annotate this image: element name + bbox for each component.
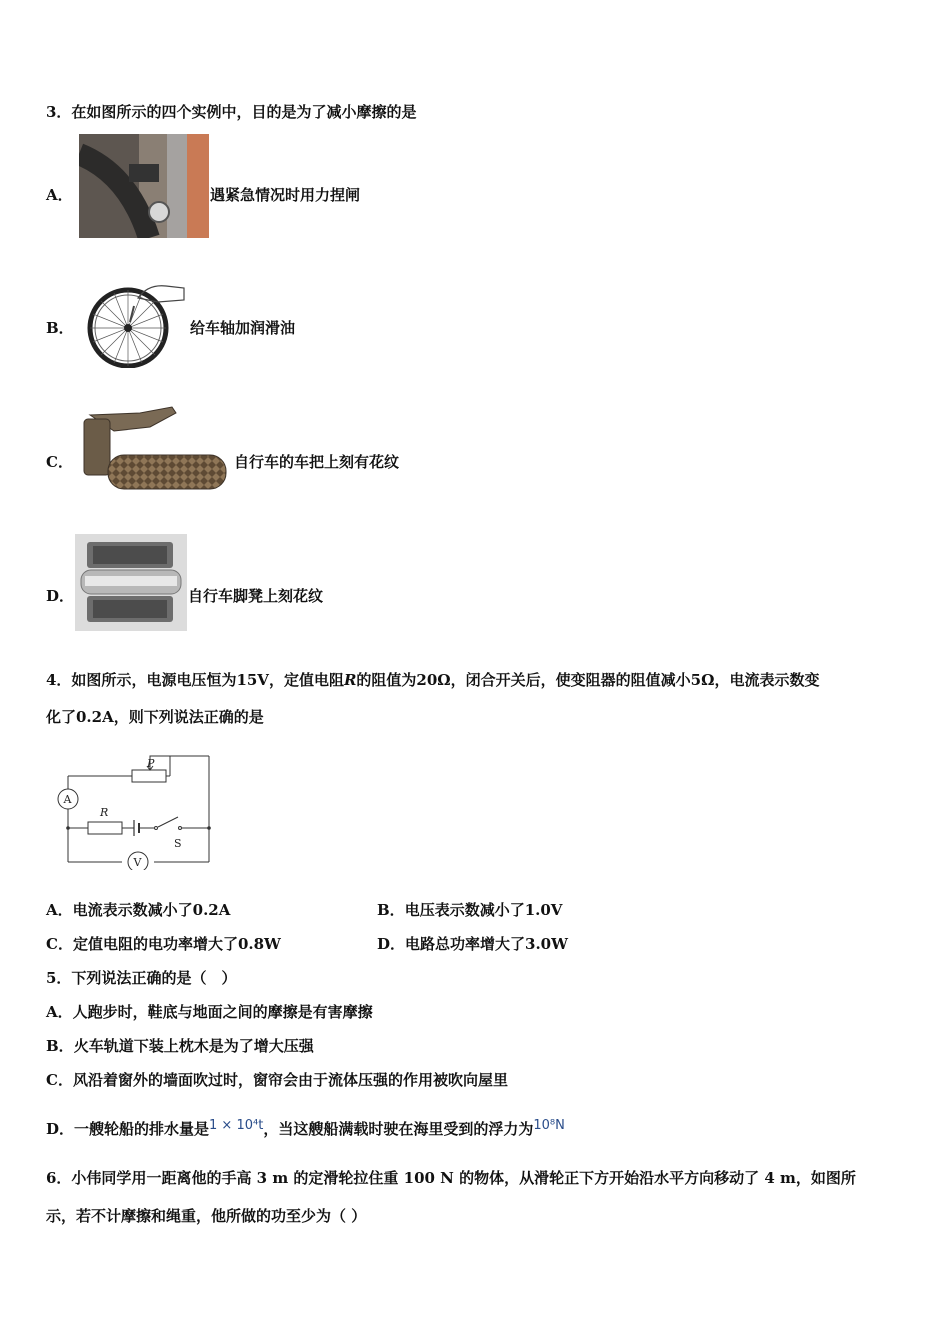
displacement-formula: 1 × 10⁴t — [209, 1118, 264, 1133]
q3-option-b-text: 给车轴加润滑油 — [190, 319, 296, 337]
voltmeter-label: V — [133, 856, 142, 869]
q3-option-b-label: B． — [46, 319, 74, 337]
buoyancy-formula: 10⁸N — [533, 1118, 565, 1133]
q4-option-d: D．电路总功率增大了3.0W — [377, 935, 568, 953]
rheostat-slider-label: P — [147, 757, 155, 770]
question-4-stem-line1: 4．如图所示，电源电压恒为15V，定值电阻R的阻值为20Ω，闭合开关后，使变阻器的阻值减小5Ω，电流表示数变 — [46, 671, 820, 689]
q4-option-b: B．电压表示数减小了1.0V — [377, 901, 563, 919]
bicycle-pedal-image — [75, 534, 187, 631]
q5-option-a: A．人跑步时，鞋底与地面之间的摩擦是有害摩擦 — [46, 1003, 373, 1021]
brake-photo — [79, 134, 209, 238]
q3-option-a-text: 遇紧急情况时用力捏闸 — [210, 186, 361, 204]
question-3-stem: 3．在如图所示的四个实例中，目的是为了减小摩擦的是 — [46, 103, 417, 121]
switch-label: S — [174, 837, 182, 850]
q3-option-c-label: C． — [46, 453, 73, 471]
bicycle-handlebar-grip-image — [80, 405, 228, 495]
q3-option-d-label: D． — [46, 587, 75, 605]
question-6-stem-line1: 6．小伟同学用一距离他的手高 3 m 的定滑轮拉住重 100 N 的物体，从滑轮正下方开始沿水平方向移动了 4 m，如图所 — [46, 1169, 856, 1187]
question-5-stem: 5．下列说法正确的是（ ） — [46, 969, 237, 987]
q5-option-c: C．风沿着窗外的墙面吹过时，窗帘会由于流体压强的作用被吹向屋里 — [46, 1071, 508, 1089]
q3-option-a-label: A． — [46, 186, 73, 204]
q4-option-c: C．定值电阻的电功率增大了0.8W — [46, 935, 281, 953]
q5-option-d: D．一艘轮船的排水量是1 × 10⁴t，当这艘船满载时驶在海里受到的浮力为10⁸N — [46, 1118, 565, 1138]
q3-option-d-text: 自行车脚凳上刻花纹 — [188, 587, 324, 605]
circuit-diagram — [52, 752, 216, 870]
q4-option-a: A．电流表示数减小了0.2A — [46, 901, 231, 919]
resistor-label: R — [100, 806, 109, 819]
bicycle-wheel-oiling-image — [76, 276, 188, 368]
ammeter-label: A — [63, 793, 72, 806]
question-4-stem-line2: 化了0.2A，则下列说法正确的是 — [46, 708, 264, 726]
q5-option-b: B．火车轨道下装上枕木是为了增大压强 — [46, 1037, 314, 1055]
question-6-stem-line2: 示，若不计摩擦和绳重，他所做的功至少为（ ） — [46, 1207, 367, 1225]
q3-option-c-text: 自行车的车把上刻有花纹 — [234, 453, 400, 471]
